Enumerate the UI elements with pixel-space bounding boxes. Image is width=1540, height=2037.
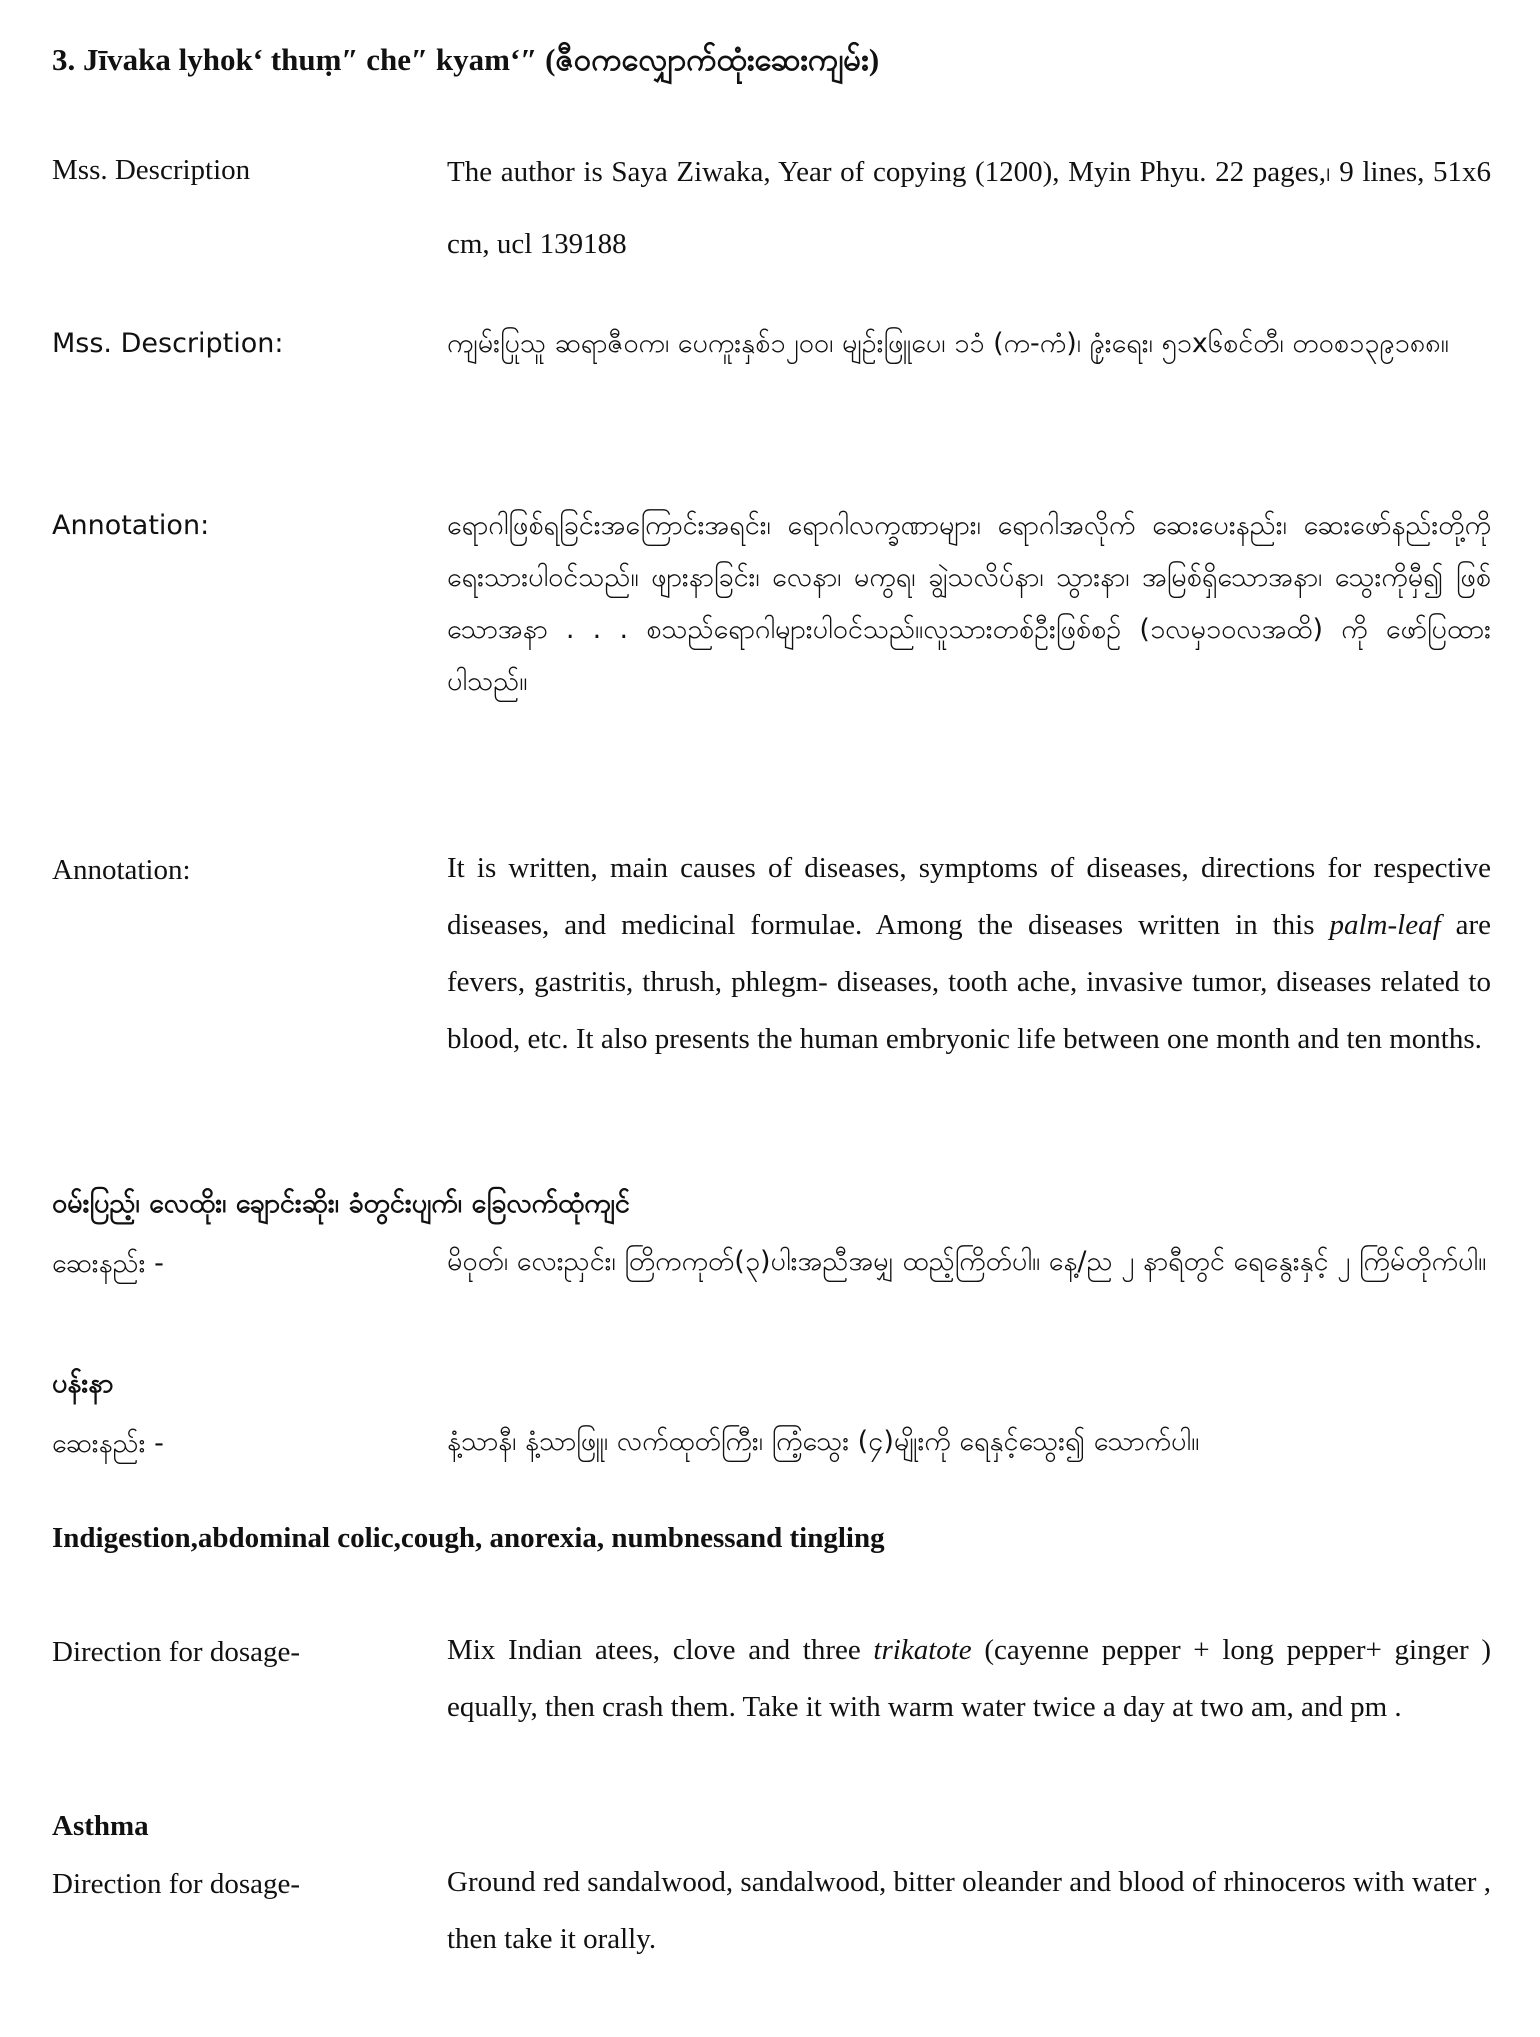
section2-heading-my: ပန်းနာ (52, 1368, 114, 1399)
section2-heading-en: Asthma (52, 1810, 149, 1842)
annotation-text-part2: are fevers, gastritis, thrush, phlegm- diseases, tooth ache, invasive tumor, diseases related to blood, etc. It also presents the human embryonic life between one month and ten months. (447, 909, 1492, 1055)
annotation-label-en (52, 854, 191, 887)
annotation-label-en-text: Annotation: (52, 854, 191, 886)
dosage-text-part1: Mix Indian atees, clove and three (447, 1634, 874, 1666)
mss-description-value-en: The author is Saya Ziwaka, Year of copying (1200), Myin Phyu. 22 pages,၊ 9 lines, 51x6 cm, ucl 139188 (447, 156, 1491, 260)
section1-value-my: မိဝုတ်၊ လေးညှင်း၊ တြိကကုတ်(၃)ပါးအညီအမျှ ထည့်ကြိတ်ပါ။ နေ့/ည ၂ နာရီတွင် ရေနွေးနှင့် ၂ ကြိမ်တိုက်ပါ။ (447, 1246, 1487, 1277)
section2-label-en: Direction for dosage- (52, 1868, 301, 1900)
mss-description-label-en: Mss. Description (52, 154, 251, 186)
mss-description-value-my: ကျမ်းပြုသူ ဆရာဇီဝက၊ ပေကူးနှစ်၁၂၀၀၊ မျဉ်းဖြူပေ၊ ၁၁ံ (က-ကံ)၊ ၉ုံးရေး၊ ၅၁x၆စင်တီ၊ တဝစ၁၃၉၁၈၈။ (447, 328, 1449, 359)
page-title: 3. Jīvaka lyhok‘ thuṃ″ che″ kyam‘″ (ဇီဝကလျှောက်ထုံးဆေးကျမ်း) (52, 42, 880, 77)
annotation-text-part1: It is written, main causes of diseases, symptoms of diseases, directions for respective diseases, and medicinal formulae. Among the diseases written in this (447, 852, 1491, 941)
annotation-label-my: Annotation: (52, 510, 210, 541)
dosage-italic-term: trikatote (873, 1634, 972, 1666)
section1-value-en (447, 1622, 1491, 1736)
section2-label-my: ဆေးနည်း - (52, 1428, 164, 1459)
section1-label-en: Direction for dosage- (52, 1636, 301, 1668)
section2-value-my: နံ့သာနီ၊ နံ့သာဖြူ၊ လက်ထုတ်ကြီး၊ ကြံ့သွေး (၄)မျိုးကို ရေနှင့်သွေး၍ သောက်ပါ။ (447, 1426, 1200, 1457)
dosage-text-part2: (cayenne pepper + long pepper+ ginger ) equally, then crash them. Take it with warm water twice a day at two am, and pm . (447, 1634, 1491, 1723)
section1-heading-my: ဝမ်းပြည့်၊ လေထိုး၊ ချောင်းဆိုး၊ ခံတွင်းပျက်၊ ခြေလက်ထုံကျင် (52, 1188, 630, 1219)
annotation-italic-term: palm-leaf (1329, 909, 1441, 941)
annotation-value-my: ရောဂါဖြစ်ရခြင်းအကြောင်းအရင်း၊ ရောဂါလက္ခဏာများ၊ ရောဂါအလိုက် ဆေးပေးနည်း၊ ဆေးဖော်နည်းတို့ကို ရေးသားပါဝင်သည်။ ဖျားနာခြင်း၊ လေနာ၊ မကွရ၊ ချွဲသလိပ်နာ၊ သွားနာ၊ အမြစ်ရှိသောအနာ၊ သွေးကိုမှီ၍ ဖြစ်သောအနာ . . . စသည်ရောဂါများပါဝင်သည်။လူသားတစ်ဦးဖြစ်စဉ် (၁လမှ၁၀လအထိ) ကို ဖော်ပြထားပါသည်။ (447, 510, 1491, 697)
mss-description-label-my: Mss. Description: (52, 328, 284, 359)
section1-heading-en: Indigestion,abdominal colic,cough, anorexia, numbnessand tingling (52, 1522, 885, 1554)
annotation-value-en (447, 840, 1491, 1068)
section1-label-my: ဆေးနည်း - (52, 1248, 164, 1279)
section2-value-en: Ground red sandalwood, sandalwood, bitter oleander and blood of rhinoceros with water , then take it orally. (447, 1866, 1491, 1955)
